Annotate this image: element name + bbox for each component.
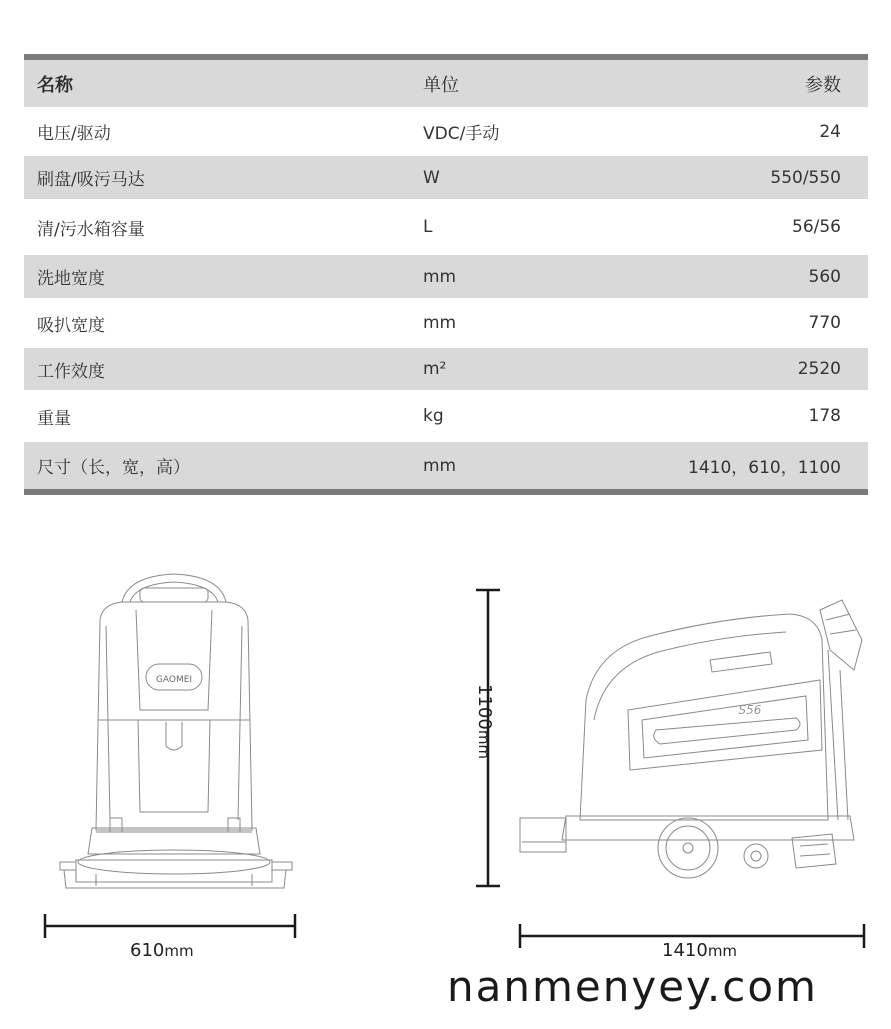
table-row: [24, 442, 868, 489]
table-bottom-rule: [24, 489, 868, 495]
row-unit: VDC/手动: [423, 124, 500, 144]
row-name: 工作效度: [37, 361, 105, 382]
row-name: 尺寸（长，宽，高）: [37, 458, 190, 478]
row-unit: mm: [423, 455, 457, 476]
watermark-text: nanmenyey.com: [447, 962, 818, 1011]
row-value: 56/56: [792, 217, 841, 237]
side-height-dimension: [474, 684, 495, 759]
side-model-label: S56: [738, 703, 762, 717]
table-row: [24, 298, 868, 348]
front-width-value: 610: [130, 940, 165, 961]
table-row: [24, 390, 868, 442]
row-value: 1410，610，1100: [688, 458, 841, 478]
side-view-drawing: [470, 580, 880, 950]
row-unit: W: [423, 167, 440, 188]
header-value: 参数: [805, 74, 841, 96]
row-name: 刷盘/吸污马达: [37, 170, 145, 190]
table-row: [24, 199, 868, 255]
front-logo-label: GAOMEI: [155, 675, 193, 685]
side-length-unit: mm: [707, 942, 738, 960]
table-row: [24, 348, 868, 390]
row-value: 24: [819, 121, 841, 142]
side-height-unit: mm: [475, 729, 493, 760]
header-unit: 单位: [423, 74, 459, 96]
table-row: [24, 255, 868, 298]
row-unit: m²: [423, 359, 447, 379]
table-row: [24, 156, 868, 199]
side-length-value: 1410: [662, 940, 708, 961]
side-height-value: 1100: [474, 684, 495, 730]
row-unit: mm: [423, 313, 457, 333]
row-unit: mm: [423, 266, 457, 287]
row-unit: kg: [423, 406, 444, 426]
front-width-dimension: [130, 940, 194, 961]
row-value: 770: [808, 313, 841, 333]
side-length-dimension: [662, 940, 737, 961]
row-value: 560: [808, 266, 841, 287]
table-row: [24, 107, 868, 156]
front-width-unit: mm: [164, 942, 194, 960]
header-name: 名称: [37, 74, 73, 96]
row-name: 电压/驱动: [37, 124, 111, 144]
spec-table: [24, 54, 868, 495]
front-view-drawing: [40, 570, 310, 970]
row-value: 178: [808, 406, 841, 426]
row-value: 550/550: [770, 167, 841, 188]
row-value: 2520: [797, 359, 841, 379]
row-name: 重量: [37, 408, 71, 429]
table-header-row: [24, 60, 868, 107]
row-name: 清/污水箱容量: [37, 219, 145, 240]
row-name: 吸扒宽度: [37, 315, 105, 336]
row-name: 洗地宽度: [37, 269, 105, 289]
row-unit: L: [423, 217, 433, 237]
